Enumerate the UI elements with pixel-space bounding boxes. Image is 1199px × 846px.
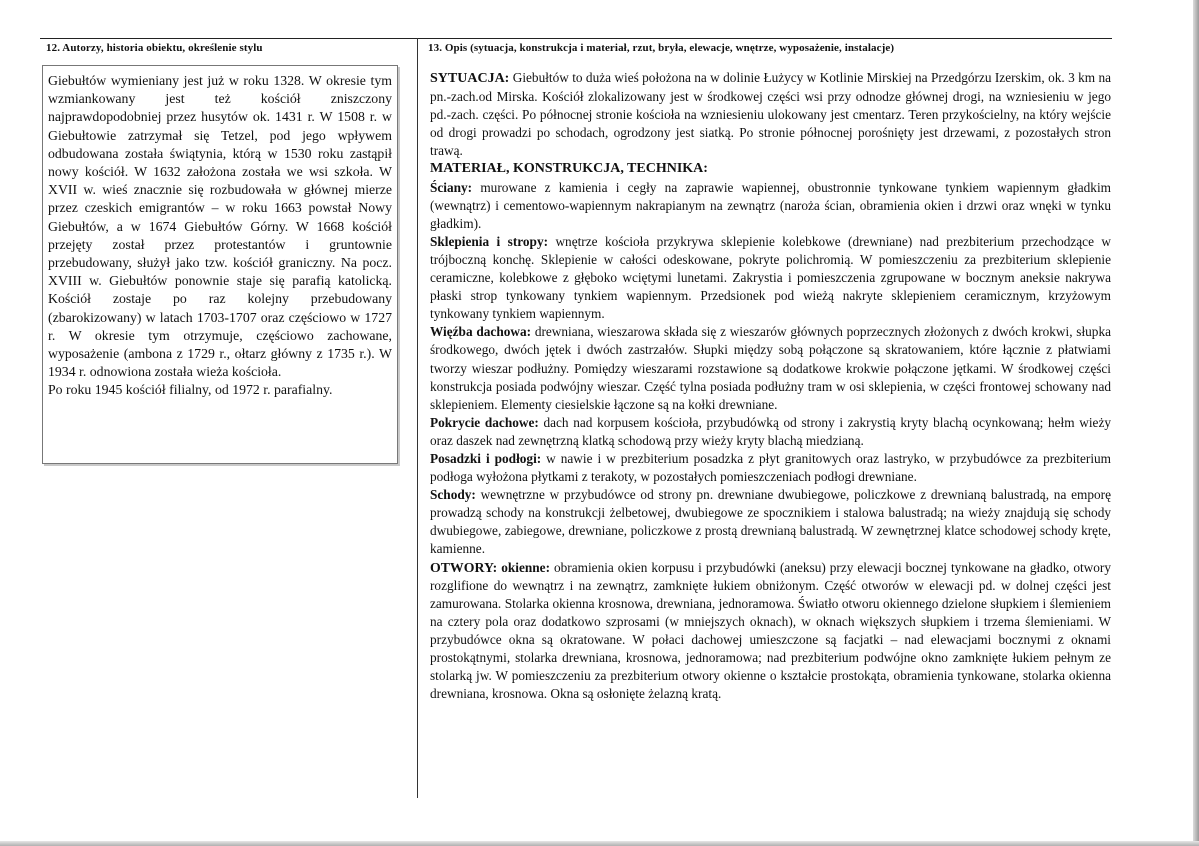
- description-column: [430, 69, 1111, 703]
- vaults-label: Sklepienia i stropy:: [430, 233, 549, 249]
- roofing-text: dach nad korpusem kościoła, przybudówką od strony i zakrystią kryty blachą ocynkowaną; hełm wieży oraz daszek nad zewnętrzną klatką schodową przy wieży kryty blachą miedzianą.: [430, 414, 1112, 448]
- roof-truss-paragraph: [430, 323, 1111, 413]
- openings-paragraph: [430, 559, 1111, 704]
- history-box: [42, 65, 398, 464]
- walls-text: murowane z kamienia i cegły na zaprawie wapiennej, obustronnie tynkowane tynkiem wapiennym gładkim (wewnątrz) i cementowo-wapiennym nakrapianym na zewnątrz (naroża ścian, obramienia okien i drzwi oraz wnęki w tynku gładkim).: [430, 179, 1111, 231]
- floors-text: w nawie i w prezbiterium posadzka z płyt granitowych oraz lastryko, w przybudówce za prezbiterium podłoga wyłożona płytkami z terakoty, w pozostałych pomieszczeniach podłogi drewniane.: [430, 450, 1111, 485]
- situation-title: SYTUACJA:: [430, 71, 510, 86]
- heading-description: 13. Opis (sytuacja, konstrukcja i materiał, rzut, bryła, elewacje, wnętrze, wyposażenie, instalacje): [428, 42, 895, 54]
- vaults-paragraph: [430, 233, 1111, 323]
- roof-truss-text: drewniana, wieszarowa składa się z wieszarów głównych poprzecznych złożonych z dwóch krokwi, słupka środkowego, dwóch jętek i dwóch zastrzałów. Słupki między sobą połączone są skratowaniem, które łącznie z płatwiami tworzy wieszar podłużny. Pomiędzy wieszarami rozstawione są dodatkowe krokwie połączone jętkami. W środkowej części konstrukcja posiada podwójny wieszar. Część tylna posiada podłużny tram w osi sklepienia, w części frontowej schowany nad sklepieniem. Elementy ciesielskie łączone są na kołki drewniane.: [430, 324, 1112, 412]
- material-title: MATERIAŁ, KONSTRUKCJA, TECHNIKA:: [430, 161, 708, 177]
- openings-label: okienne:: [501, 559, 550, 575]
- column-divider: [417, 38, 418, 798]
- situation-text: Giebułtów to duża wieś położona na w dolinie Łużycy w Kotlinie Mirskiej na Przedgórzu Izerskim, ok. 3 km na pn.-zach.od Mirska. Kościół zlokalizowany jest w środkowej części wsi przy odnodze głównej drogi, na wzniesieniu w jego pd.-zach. części. Po północnej stronie kościoła na wzniesieniu ulokowany jest cmentarz. Teren przykościelny, na który wejście od drogi prowadzi po schodach, ogrodzony jest siatką. Po stronie północnej porośnięty jest drzewami, z pozostałych stron trawą.: [430, 70, 1111, 159]
- roofing-label: Pokrycie dachowe:: [430, 414, 539, 430]
- vaults-text: wnętrze kościoła przykrywa sklepienie kolebkowe (drewniane) nad prezbiterium przechodzące w trójboczną konchę. Sklepienie w całości odeskowane, pokryte polichromią. W pomieszczeniu za prezbiterium sklepienie ceramiczne, kolebkowe z głęboko wciętymi lunetami. Zakrystia i pomieszczenia zgrupowane w bocznym aneksie nakrywa płaski strop tynkowany tynkiem wapiennym. Przedsionek pod wieżą nakryte sklepieniem ceramicznym, krzyżowym tynkowany tynkiem wapiennym.: [430, 233, 1111, 322]
- roofing-paragraph: [430, 414, 1111, 450]
- floors-label: Posadzki i podłogi:: [430, 450, 542, 466]
- scan-edge-bottom: [0, 841, 1199, 846]
- roof-truss-label: Więźba dachowa:: [430, 324, 532, 340]
- walls-paragraph: [430, 179, 1111, 233]
- top-rule: [40, 38, 1112, 39]
- walls-label: Ściany:: [430, 179, 473, 195]
- history-last-line: Po roku 1945 kościół filialny, od 1972 r. parafialny.: [48, 382, 333, 398]
- stairs-text: wewnętrzne w przybudówce od strony pn. drewniane dwubiegowe, policzkowe z drewnianą balustradą, na emporę prowadzą schody na konstrukcji żelbetowej, dwubiegowe ze spocznikiem i stalowa balustradą; na wieży znajdują się schody dwubiegowe, zabiegowe, drewniane, policzkowe z prostą drewnianą balustradą. W zewnętrznej klatce schodowej schody kręte, kamienne.: [430, 487, 1112, 557]
- heading-history: 12. Autorzy, historia obiektu, określenie stylu: [46, 42, 263, 54]
- stairs-label: Schody:: [430, 487, 476, 503]
- floors-paragraph: [430, 450, 1111, 486]
- openings-caps-label: OTWORY:: [430, 559, 498, 575]
- openings-text: obramienia okien korpusu i przybudówki (aneksu) przy elewacji bocznej tynkowane na gładko, otwory rozglifione do wewnątrz i na zewnątrz, zamknięte łukiem obniżonym. Część otworów w elewacji pd. w dolnej części jest zamurowana. Stolarka okienna krosnowa, drewniana, jednoramowa. Światło otworu okiennego dzielone słupkiem i ślemieniem na cztery pola oraz dodatkowo szprosami (w mniejszych oknach), w oknach większych słupkiem i trzema ślemieniami. W przybudówce okna są okratowane. W połaci dachowej umieszczone są facjatki – nad elewacjami bocznymi z oknami prostokątnymi, stolarka drewniana, krosnowa, jednoramowa; nad prezbiterium podwójne okno zamknięte łukiem pełnym ze stolarką jw. W pomieszczeniu za prezbiterium otwory okienne o kształcie prostokąta, obramienia tynkowane, stolarka okienna drewniana, krosnowa. Okna są osłonięte żelazną kratą.: [430, 559, 1112, 702]
- scan-edge-right: [1193, 0, 1199, 846]
- situation-paragraph: [430, 69, 1111, 160]
- history-paragraph: Giebułtów wymieniany jest już w roku 1328. W okresie tym wzmiankowany jest też kościół zniszczony najprawdopodobniej przez husytów ok. 1431 r. W 1508 r. w Giebułtowie zatrzymał się Tetzel, pod jego wpływem odbudowana została świątynia, którą w 1530 roku zastąpił nowy kościół. W 1632 założona została we wsi szkoła. W XVII w. wieś znacznie się rozbudowała w głównej mierze przez czeskich emigrantów – w roku 1663 powstał Nowy Giebułtów, a w 1674 Giebułtów Górny. W 1668 kościół przejęty został przez protestantów i gruntownie przebudowany, służył jako tzw. kościół graniczny. Na pocz. XVIII w. Giebułtów ponownie staje się parafią katolicką. Kościół zostaje po raz kolejny przebudowany (zbarokizowany) w latach 1703-1707 oraz częściowo w 1727 r. W okresie tym otrzymuje, częściowo zachowane, wyposażenie (ambona z 1729 r., ołtarz główny z 1735 r.). W 1934 r. odnowiona została wieża kościoła.: [48, 73, 392, 380]
- history-text: [48, 72, 392, 400]
- stairs-paragraph: [430, 486, 1111, 558]
